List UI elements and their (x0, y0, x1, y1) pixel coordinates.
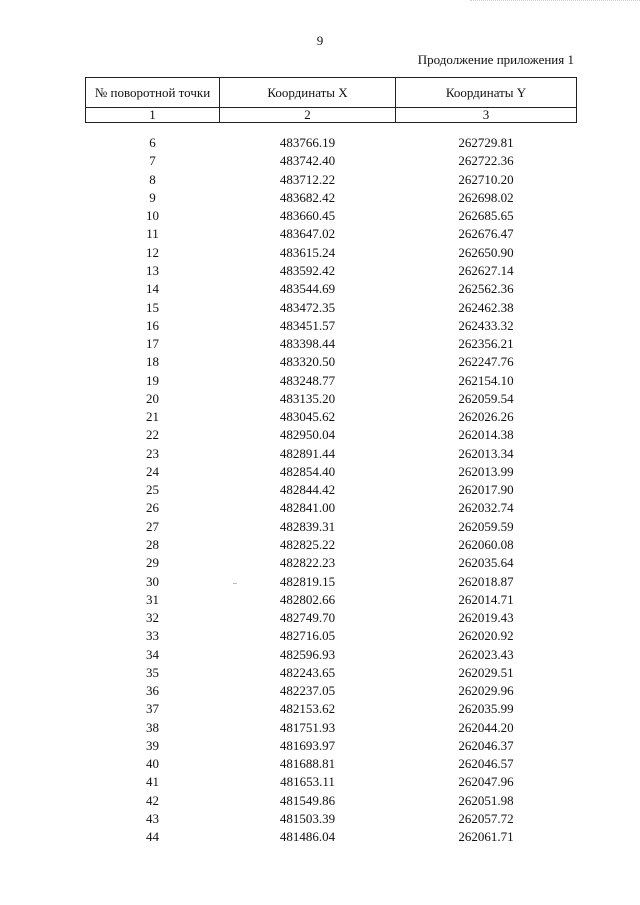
cell-coord-x: 482237.05 (279, 683, 336, 699)
header-coord-x: Координаты X (220, 78, 396, 108)
cell-coord-y: 262019.43 (458, 610, 514, 626)
cell-coord-x: 482802.66 (279, 591, 336, 607)
cell-point-number: 27 (146, 518, 159, 534)
cell-coord-y: 262722.36 (458, 153, 514, 169)
cell-coord-x: 481549.86 (279, 792, 336, 808)
cell-coord-y: 262051.98 (458, 792, 514, 808)
cell-coord-x: 481688.81 (279, 756, 336, 772)
cell-point-number: 44 (146, 829, 159, 845)
table-row (86, 792, 577, 810)
cell-point-number: 35 (146, 664, 159, 680)
table-row (86, 280, 577, 298)
table-row (86, 645, 577, 663)
cell-coord-y: 262035.99 (458, 701, 514, 717)
cell-point-number: 17 (146, 336, 159, 352)
cell-point-number: 21 (146, 409, 159, 425)
cell-coord-y: 262013.99 (458, 463, 514, 479)
cell-coord-x: 483615.24 (279, 244, 336, 260)
table-row (86, 609, 577, 627)
table-row (86, 554, 577, 572)
cell-coord-y: 262698.02 (458, 189, 514, 205)
table-row (86, 664, 577, 682)
cell-point-number: 12 (146, 244, 159, 260)
header-coord-y: Координаты Y (396, 78, 577, 108)
cell-coord-y: 262433.32 (458, 317, 514, 333)
cell-coord-x: 481503.39 (279, 810, 336, 826)
cell-coord-y: 262017.90 (458, 482, 514, 498)
cell-coord-x: 482716.05 (279, 628, 336, 644)
table-row (86, 755, 577, 773)
table-row (86, 499, 577, 517)
cell-point-number: 39 (146, 737, 159, 753)
cell-point-number: 22 (146, 427, 159, 443)
cell-coord-y: 262023.43 (458, 646, 514, 662)
cell-coord-y: 262044.20 (458, 719, 514, 735)
cell-coord-x: 483766.19 (279, 135, 336, 151)
table-row (86, 335, 577, 353)
column-number-3: 3 (396, 108, 577, 123)
table-header-row (86, 78, 577, 108)
cell-coord-x: 483712.22 (279, 171, 336, 187)
cell-coord-y: 262032.74 (458, 500, 514, 516)
cell-coord-y: 262046.57 (458, 756, 514, 772)
cell-coord-y: 262154.10 (458, 372, 514, 388)
cell-point-number: 33 (146, 628, 159, 644)
cell-point-number: 14 (146, 281, 159, 297)
cell-coord-x: 483682.42 (279, 189, 336, 205)
cell-coord-y: 262710.20 (458, 171, 514, 187)
cell-coord-y: 262029.51 (458, 664, 514, 680)
table-row (86, 810, 577, 828)
column-number-row (86, 108, 577, 123)
cell-coord-y: 262014.71 (458, 591, 514, 607)
cell-coord-y: 262061.71 (458, 829, 514, 845)
cell-coord-y: 262046.37 (458, 737, 514, 753)
table-row (86, 627, 577, 645)
column-number-2: 2 (220, 108, 396, 123)
cell-point-number: 24 (146, 463, 159, 479)
cell-coord-x: 482841.00 (279, 500, 336, 516)
cell-point-number: 34 (146, 646, 159, 662)
cell-coord-x: 483248.77 (279, 372, 336, 388)
cell-coord-y: 262060.08 (458, 536, 514, 552)
cell-coord-x: 482822.23 (279, 555, 336, 571)
cell-coord-y: 262729.81 (458, 135, 514, 151)
cell-point-number: 41 (146, 774, 159, 790)
cell-coord-x: 483742.40 (279, 153, 336, 169)
cell-coord-x: 481693.97 (279, 737, 336, 753)
cell-coord-y: 262059.59 (458, 518, 514, 534)
table-row (86, 298, 577, 316)
cell-coord-y: 262562.36 (458, 281, 514, 297)
cell-coord-x: 483451.57 (279, 317, 336, 333)
table-row (86, 171, 577, 189)
cell-point-number: 42 (146, 792, 159, 808)
cell-coord-y: 262650.90 (458, 244, 514, 260)
table-row (86, 828, 577, 846)
cell-point-number: 20 (146, 390, 159, 406)
cell-coord-x: 482819.15 (279, 573, 336, 589)
cell-coord-x: 482950.04 (279, 427, 336, 443)
cell-coord-x: 483592.42 (279, 262, 336, 278)
cell-coord-x: 483045.62 (279, 409, 336, 425)
cell-coord-x: 482243.65 (279, 664, 336, 680)
table-spacer (86, 123, 577, 135)
table-row (86, 700, 577, 718)
table-row (86, 408, 577, 426)
cell-point-number: 26 (146, 500, 159, 516)
table-row (86, 773, 577, 791)
cell-coord-x: 483135.20 (279, 390, 336, 406)
table-row (86, 518, 577, 536)
table-row (86, 225, 577, 243)
table-row (86, 353, 577, 371)
cell-coord-x: 483472.35 (279, 299, 336, 315)
cell-coord-y: 262018.87 (458, 573, 514, 589)
cell-coord-x: 482749.70 (279, 610, 336, 626)
table-row (86, 207, 577, 225)
table-row (86, 244, 577, 262)
cell-point-number: 32 (146, 610, 159, 626)
cell-coord-y: 262059.54 (458, 390, 514, 406)
table-row (86, 737, 577, 755)
cell-coord-x: 481486.04 (279, 829, 336, 845)
coordinates-table-container (85, 77, 576, 846)
cell-point-number: 15 (146, 299, 159, 315)
cell-coord-y: 262014.38 (458, 427, 514, 443)
cell-coord-x: 481653.11 (280, 774, 335, 790)
coordinates-table (85, 77, 577, 846)
cell-point-number: 30 (146, 573, 159, 589)
cell-coord-x: 483647.02 (279, 226, 336, 242)
cell-coord-x: 482891.44 (279, 445, 336, 461)
cell-coord-y: 262057.72 (458, 810, 514, 826)
cell-coord-y: 262013.34 (458, 445, 514, 461)
header-point-number: № поворотной точки (86, 78, 220, 108)
table-row (86, 262, 577, 280)
cell-coord-y: 262020.92 (458, 628, 514, 644)
cell-coord-x: 483660.45 (279, 208, 336, 224)
cell-coord-y: 262627.14 (458, 262, 514, 278)
cell-coord-x: 482854.40 (279, 463, 336, 479)
cell-point-number: 31 (146, 591, 159, 607)
cell-coord-x: 482844.42 (279, 482, 336, 498)
cell-coord-y: 262035.64 (458, 555, 514, 571)
cell-coord-y: 262462.38 (458, 299, 514, 315)
top-edge-line (470, 0, 640, 2)
cell-point-number: 23 (146, 445, 159, 461)
cell-coord-y: 262685.65 (458, 208, 514, 224)
table-row (86, 317, 577, 335)
cell-coord-x: 482153.62 (279, 701, 336, 717)
cell-point-number: 28 (146, 536, 159, 552)
cell-coord-y: 262676.47 (458, 226, 514, 242)
cell-coord-x: 482839.31 (279, 518, 336, 534)
cell-point-number: 43 (146, 810, 159, 826)
table-row (86, 390, 577, 408)
table-row (86, 719, 577, 737)
table-row (86, 682, 577, 700)
cell-coord-y: 262029.96 (458, 683, 514, 699)
cell-point-number: 11 (146, 226, 159, 242)
cell-point-number: 8 (149, 171, 156, 187)
table-row (86, 481, 577, 499)
cell-coord-x: 483320.50 (279, 354, 336, 370)
column-number-1: 1 (86, 108, 220, 123)
cell-point-number: 25 (146, 482, 159, 498)
table-row (86, 426, 577, 444)
stray-mark (233, 583, 237, 584)
cell-coord-y: 262247.76 (458, 354, 514, 370)
cell-coord-x: 483544.69 (279, 281, 336, 297)
table-row (86, 445, 577, 463)
table-row (86, 463, 577, 481)
table-row (86, 572, 577, 590)
cell-point-number: 13 (146, 262, 159, 278)
cell-point-number: 18 (146, 354, 159, 370)
cell-point-number: 19 (146, 372, 159, 388)
cell-point-number: 6 (149, 135, 156, 151)
cell-point-number: 16 (146, 317, 159, 333)
cell-point-number: 40 (146, 756, 159, 772)
cell-coord-y: 262356.21 (458, 336, 514, 352)
cell-point-number: 38 (146, 719, 159, 735)
table-row (86, 591, 577, 609)
cell-coord-x: 482596.93 (279, 646, 336, 662)
table-row (86, 536, 577, 554)
cell-point-number: 37 (146, 701, 159, 717)
cell-point-number: 29 (146, 555, 159, 571)
cell-coord-x: 482825.22 (279, 536, 336, 552)
table-row (86, 189, 577, 207)
cell-point-number: 36 (146, 683, 159, 699)
cell-coord-y: 262047.96 (458, 774, 514, 790)
cell-point-number: 10 (146, 208, 159, 224)
cell-point-number: 9 (149, 189, 156, 205)
continuation-label: Продолжение приложения 1 (417, 52, 574, 67)
cell-coord-y: 262026.26 (458, 409, 514, 425)
table-row (86, 152, 577, 170)
page-number: 9 (316, 33, 324, 48)
table-row (86, 371, 577, 389)
cell-coord-x: 481751.93 (279, 719, 336, 735)
table-row (86, 134, 577, 152)
cell-point-number: 7 (149, 153, 156, 169)
cell-coord-x: 483398.44 (279, 336, 336, 352)
